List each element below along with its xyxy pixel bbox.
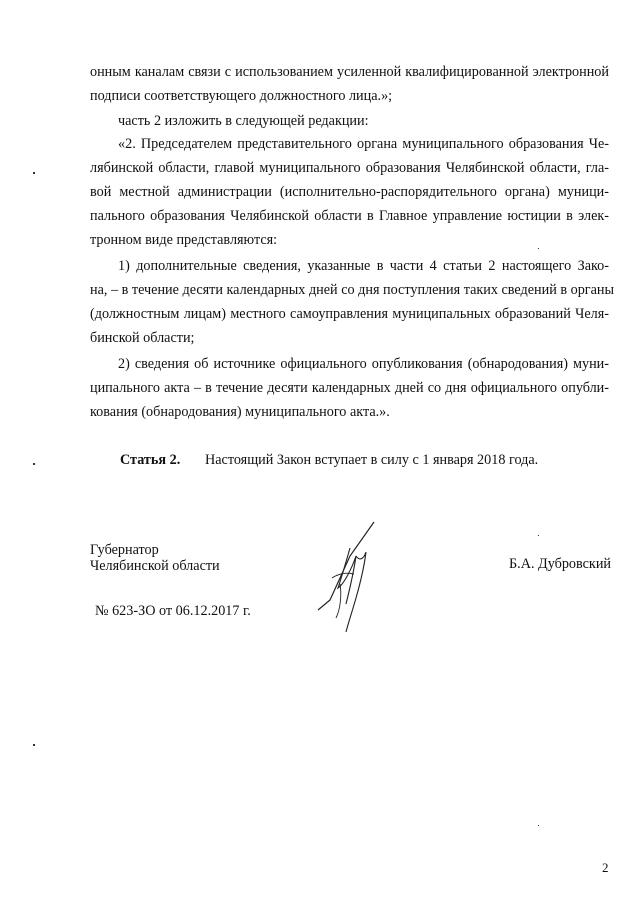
article-label: Статья 2. [120, 452, 181, 468]
registration-number: № 623-ЗО от 06.12.2017 г. [95, 603, 251, 619]
text-line-8: тронном виде представляются: [90, 232, 278, 248]
text-line-5: лябинской области, главой муниципального образования Челябинской области, гла- [90, 160, 609, 176]
text-line-14: ципального акта – в течение десяти календарных дней со дня официального опубли- [90, 380, 609, 396]
handwritten-signature [310, 518, 390, 636]
article-text: Настоящий Закон вступает в силу с 1 января 2018 года. [205, 452, 539, 468]
page-number: 2 [602, 860, 609, 875]
text-line-15: кования (обнародования) муниципального акта.». [90, 404, 390, 420]
text-line-9: 1) дополнительные сведения, указанные в части 4 статьи 2 настоящего Зако- [118, 258, 609, 274]
text-line-4: «2. Председателем представительного органа муниципального образования Че- [118, 136, 609, 152]
text-line-1: онным каналам связи с использованием усиленной квалифицированной электронной [90, 64, 609, 80]
signatory-name: Б.А. Дубровский [509, 556, 612, 572]
text-line-12: бинской области; [90, 330, 195, 346]
text-line-13: 2) сведения об источнике официального опубликования (обнародования) муни- [118, 356, 609, 372]
text-line-11: (должностным лицам) местного самоуправления муниципальных образований Челя- [90, 306, 609, 322]
scan-speck [33, 172, 35, 174]
signatory-position-line-2: Челябинской области [90, 558, 220, 574]
text-line-3: часть 2 изложить в следующей редакции: [118, 113, 369, 129]
text-line-2: подписи соответствующего должностного лица.»; [90, 88, 393, 104]
scan-speck [538, 535, 539, 536]
text-line-7: пального образования Челябинской области в Главное управление юстиции в элек- [90, 208, 609, 224]
signatory-position-line-1: Губернатор [90, 542, 159, 558]
scan-speck [538, 248, 539, 249]
scan-speck [33, 463, 35, 465]
text-line-10: на, – в течение десяти календарных дней со дня поступления таких сведений в органы [90, 282, 615, 298]
scan-speck [538, 825, 539, 826]
scan-speck [33, 744, 35, 746]
text-line-6: вой местной администрации (исполнительно-распорядительного органа) муници- [90, 184, 609, 200]
